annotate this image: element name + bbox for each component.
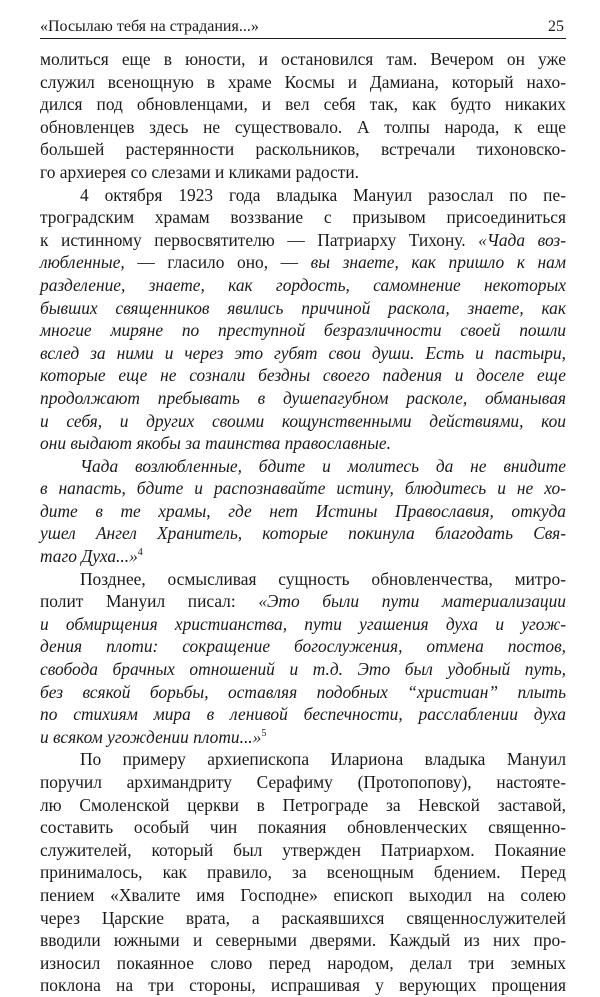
italic-quote-segment: любленные, — [40, 252, 125, 273]
text-line — [40, 748, 566, 771]
italic-quote-segment: разделение, знаете, как гордость, самомнение некоторых — [40, 274, 566, 295]
text-line — [40, 500, 566, 523]
text-segment: молиться еще в юности, и остановился там. Вечером он уже — [40, 49, 566, 69]
text-line — [40, 681, 566, 704]
text-segment: Позднее, осмысливая сущность обновленчества, митро- — [80, 568, 566, 589]
text-line — [40, 455, 566, 478]
italic-quote-segment: без всякой борьбы, оставляя подобных “христиан” плыть — [40, 681, 566, 702]
text-line — [40, 771, 566, 794]
text-line — [40, 861, 566, 884]
text-line — [40, 884, 566, 907]
text-segment: составить особый чин покаяния обновленческих священно- — [40, 817, 566, 838]
text-segment: обновленцев здесь не существовало. А толпы народа, к еще — [40, 116, 566, 137]
text-line — [40, 387, 566, 410]
italic-quote-segment: которые еще не сознали бездны своего падения и доселе еще — [40, 365, 566, 386]
italic-quote-segment: продолжают пребывать в душепагубном расколе, обманывая — [40, 387, 566, 408]
text-line — [40, 952, 566, 975]
text-segment: износил покаянное слово перед народом, делал три земных — [40, 952, 566, 973]
text-segment: большей растерянности раскольников, встречали тихоновско- — [40, 139, 566, 160]
text-segment: к истинному первосвятителю — Патриарху Тихону. — [40, 229, 479, 250]
text-segment: поклона на три стороны, испрашивая у верующих прощения — [40, 975, 566, 996]
italic-quote-segment: в напасть, бдите и распознавайте истину, блюдитесь и не хо- — [40, 478, 566, 499]
text-segment: через Царские врата, а раскаявшихся священнослужителей — [40, 907, 566, 928]
italic-quote-segment: по стихиям мира в ленивой беспечности, расслаблении духа — [40, 704, 566, 725]
text-segment: го архиерея со слезами и кликами радости. — [40, 161, 359, 182]
text-line — [40, 71, 566, 94]
text-line — [40, 839, 566, 862]
text-line — [40, 93, 566, 116]
text-line — [40, 974, 566, 997]
text-segment: поручил архимандриту Серафиму (Протопопову), настояте- — [40, 772, 566, 792]
text-segment: вводили южными и северными дверями. Каждый из них про- — [40, 930, 566, 951]
text-line — [40, 545, 566, 568]
italic-quote-segment: и себя, и других своими кощунственными действиями, кои — [40, 410, 566, 431]
italic-quote-segment: и всяком угождении плоти...» — [40, 726, 262, 747]
running-head-title: «Посылаю тебя на страдания...» — [40, 18, 259, 35]
text-segment: По примеру архиепископа Илариона владыка Мануил — [80, 749, 566, 770]
text-line — [40, 703, 566, 726]
italic-quote-segment: многие миряне по преступной безразличности своей пошли — [40, 320, 566, 341]
text-line — [40, 658, 566, 681]
text-segment: служил всенощную в храме Космы и Дамиана, который нахо- — [40, 71, 566, 92]
italic-quote-segment: «Чада воз- — [478, 229, 566, 250]
text-line — [40, 590, 566, 613]
text-line — [40, 635, 566, 658]
text-segment: троградским храмам воззвание с призывом присоединиться — [40, 207, 566, 228]
text-segment: 4 октября 1923 года владыка Мануил разослал по пе- — [80, 184, 566, 205]
text-line — [40, 206, 566, 229]
text-line — [40, 319, 566, 342]
text-line — [40, 410, 566, 433]
text-line — [40, 161, 566, 184]
page-number: 25 — [548, 18, 564, 35]
italic-quote-segment: таго Духа...» — [40, 546, 138, 567]
text-line — [40, 116, 566, 139]
text-line — [40, 432, 566, 455]
italic-quote-segment: Чада возлюбленные, бдите и молитесь да не внидите — [80, 455, 566, 476]
text-line — [40, 229, 566, 252]
italic-quote-segment: свобода брачных отношений и т.д. Это был удобный путь, — [40, 659, 566, 680]
italic-quote-segment: вы знаете, как пришло к нам — [310, 252, 566, 273]
text-line — [40, 726, 566, 749]
text-line — [40, 929, 566, 952]
text-line — [40, 364, 566, 387]
text-segment: служителей, который был утвержден Патриархом. Покаяние — [40, 839, 566, 860]
footnote-marker: 5 — [261, 727, 267, 739]
italic-quote-segment: бывших священников явились причиной раскола, знаете, как — [40, 297, 566, 318]
text-line — [40, 477, 566, 500]
running-head — [40, 16, 566, 39]
italic-quote-segment: они выдают якобы за таинства православные. — [40, 433, 391, 454]
text-line — [40, 274, 566, 297]
text-line — [40, 613, 566, 636]
text-line — [40, 48, 566, 71]
text-line — [40, 342, 566, 365]
text-line — [40, 907, 566, 930]
italic-quote-segment: ушел Ангел Хранитель, которые покинула благодать Свя- — [40, 523, 566, 544]
text-segment: лю Смоленской церкви в Петрограде за Невской заставой, — [40, 794, 566, 815]
text-segment: пением «Хвалите имя Господне» епископ выходил на солею — [40, 884, 566, 905]
text-segment: — гласило оно, — — [124, 252, 311, 273]
italic-quote-segment: и обмирщения христианства, пути угашения духа и угож- — [40, 613, 566, 634]
text-segment: дился под обновленцами, и вел себя так, как будто никаких — [40, 94, 566, 115]
footnote-marker: 4 — [137, 547, 143, 559]
text-line — [40, 297, 566, 320]
text-line — [40, 816, 566, 839]
body-text — [40, 48, 566, 997]
italic-quote-segment: дите в те храмы, где нет Истины Православия, откуда — [40, 500, 566, 521]
italic-quote-segment: «Это были пути материализации — [258, 591, 567, 612]
text-line — [40, 794, 566, 817]
text-line — [40, 568, 566, 591]
italic-quote-segment: вслед за ними и через это губят свои души. Есть и пастыри, — [40, 342, 566, 363]
text-line — [40, 138, 566, 161]
text-segment: полит Мануил писал: — [40, 591, 259, 612]
text-line — [40, 522, 566, 545]
text-line — [40, 251, 566, 274]
text-line — [40, 184, 566, 207]
text-segment: принималось, как правило, за всенощным бдением. Перед — [40, 862, 566, 883]
italic-quote-segment: дения плоти: сокращение богослужения, отмена постов, — [40, 636, 566, 657]
